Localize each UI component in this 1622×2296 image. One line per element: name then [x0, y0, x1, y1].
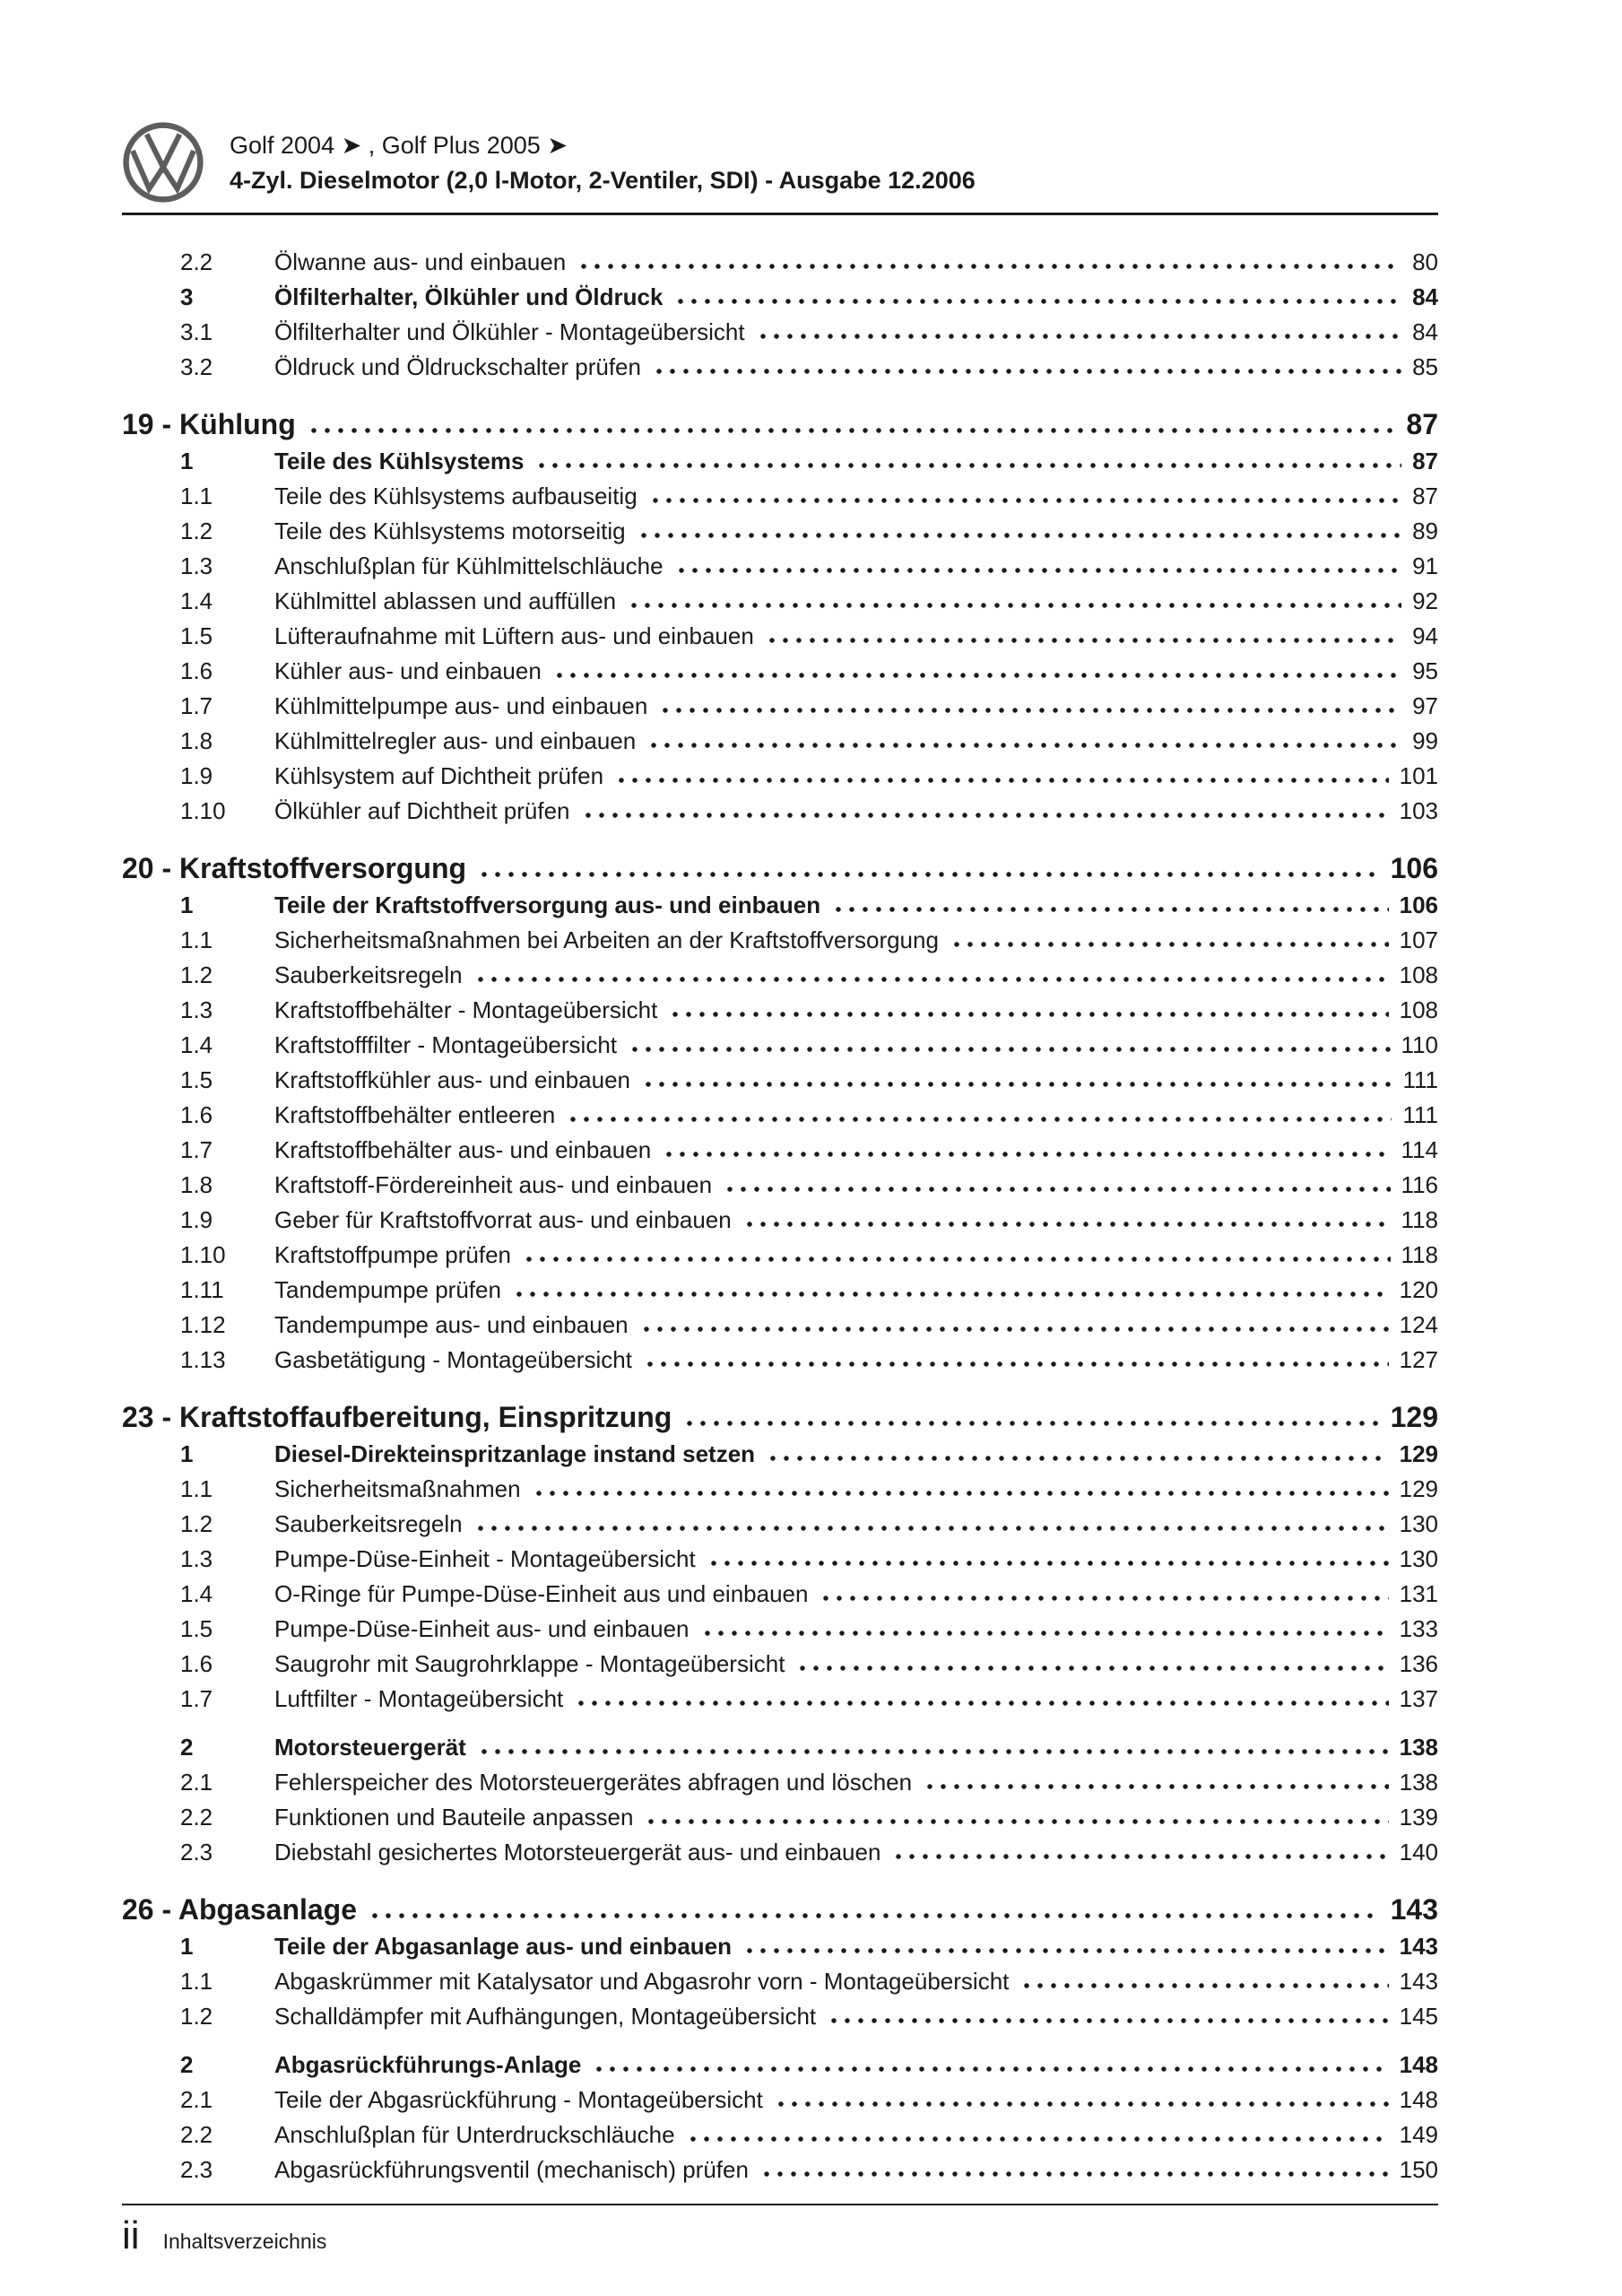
toc-entry-page: 106: [1399, 891, 1438, 918]
toc-entry-title: Teile des Kühlsystems motorseitig: [274, 517, 626, 544]
toc-entry-number: 1.5: [180, 622, 213, 649]
toc-entry-page: 150: [1399, 2156, 1438, 2183]
toc-entry-number: 1: [180, 1933, 194, 1960]
toc-entry-page: 84: [1412, 318, 1438, 345]
toc-entry-row: [122, 619, 1438, 654]
toc-entry-page: 118: [1401, 1241, 1438, 1268]
toc-entry-page: 107: [1399, 926, 1438, 953]
toc-entry-page: 130: [1399, 1545, 1438, 1572]
toc-entry-title: Motorsteuergerät: [274, 1734, 466, 1761]
toc-entry-row: [122, 1929, 1438, 1964]
toc-entry-page: 139: [1399, 1804, 1438, 1831]
toc-entry-title: Diebstahl gesichertes Motorsteuergerät aus- und einbauen: [274, 1839, 881, 1866]
toc-leader-dots: [953, 941, 1389, 948]
toc-entry-row: [122, 1028, 1438, 1063]
toc-entry-number: 2.3: [180, 2156, 213, 2183]
toc-entry-page: 149: [1399, 2121, 1438, 2148]
toc-entry-number: 1.8: [180, 727, 213, 754]
toc-leader-dots: [595, 2066, 1388, 2073]
toc-entry-row: [122, 923, 1438, 958]
toc-entry-row: [122, 724, 1438, 759]
toc-entry-page: 91: [1412, 552, 1438, 579]
toc-entry-row: [122, 350, 1438, 385]
toc-entry-row: [122, 1238, 1438, 1273]
toc-leader-dots: [704, 1630, 1389, 1637]
toc-entry-row: [122, 1308, 1438, 1343]
toc-entry-page: 114: [1401, 1136, 1438, 1163]
toc-leader-dots: [672, 1011, 1388, 1018]
toc-entry-number: 1.3: [180, 996, 213, 1023]
toc-entry-number: 1.1: [180, 926, 213, 953]
toc-entry-number: 1.3: [180, 552, 213, 579]
toc-entry-number: 1.7: [180, 692, 213, 719]
toc-entry-title: Kraftstoff-Fördereinheit aus- und einbauen: [274, 1171, 713, 1198]
toc-entry-row: [122, 958, 1438, 993]
toc-entry-title: Teile der Abgasanlage aus- und einbauen: [274, 1933, 732, 1960]
toc-leader-dots: [726, 1186, 1391, 1193]
toc-entry-number: 2: [180, 1734, 194, 1761]
toc-leader-dots: [686, 1420, 1379, 1427]
toc-entry-title: Gasbetätigung - Montageübersicht: [274, 1346, 632, 1373]
toc-entry-row: [122, 1063, 1438, 1098]
toc-leader-dots: [645, 1081, 1392, 1088]
toc-entry-title: Kraftstoffpumpe prüfen: [274, 1241, 512, 1268]
toc-entry-page: 87: [1412, 448, 1438, 474]
toc-entry-number: 1: [180, 891, 194, 918]
toc-entry-title: Ölkühler auf Dichtheit prüfen: [274, 797, 570, 824]
toc-entry-number: 1.5: [180, 1066, 213, 1093]
toc-entry-page: 129: [1399, 1475, 1438, 1502]
toc-chapter-row: [122, 1890, 1438, 1929]
toc-entry-page: 108: [1399, 996, 1438, 1023]
toc-entry-title: Abgaskrümmer mit Katalysator und Abgasrohr vorn - Montageübersicht: [274, 1968, 1010, 1995]
toc-entry-row: [122, 2118, 1438, 2152]
toc-entry-title: Kühlsystem auf Dichtheit prüfen: [274, 762, 604, 789]
toc-entry-title: Teile des Kühlsystems: [274, 448, 525, 474]
toc-leader-dots: [556, 672, 1401, 679]
toc-entry-row: [122, 1765, 1438, 1800]
toc-entry-row: [122, 2048, 1438, 2083]
toc-entry-title: Geber für Kraftstoffvorrat aus- und einbauen: [274, 1206, 732, 1233]
toc-leader-dots: [481, 1748, 1389, 1755]
toc-entry-page: 138: [1399, 1769, 1438, 1796]
toc-entry-page: 116: [1401, 1171, 1438, 1198]
toc-chapter-row: [122, 404, 1438, 444]
toc-entry-page: 95: [1412, 657, 1438, 684]
toc-leader-dots: [662, 707, 1401, 714]
table-of-contents: [122, 245, 1438, 2187]
toc-entry-title: Tandempumpe aus- und einbauen: [274, 1311, 629, 1338]
toc-entry-row: [122, 1964, 1438, 1999]
toc-entry-row: [122, 1507, 1438, 1542]
toc-entry-row: [122, 1577, 1438, 1612]
toc-entry-page: 136: [1399, 1650, 1438, 1677]
toc-entry-title: Funktionen und Bauteile anpassen: [274, 1804, 634, 1831]
toc-entry-row: [122, 549, 1438, 584]
toc-entry-row: [122, 2083, 1438, 2118]
toc-leader-dots: [1023, 1982, 1388, 1989]
toc-entry-page: 129: [1390, 1401, 1438, 1433]
toc-entry-number: 3.1: [180, 318, 213, 345]
toc-entry-row: [122, 444, 1438, 479]
toc-entry-page: 143: [1390, 1893, 1438, 1926]
footer-row: [122, 2213, 1438, 2257]
toc-entry-number: 1.1: [180, 1968, 213, 1995]
toc-entry-title: Kühler aus- und einbauen: [274, 657, 542, 684]
toc-leader-dots: [310, 427, 1396, 434]
toc-entry-number: 2.3: [180, 1839, 213, 1866]
toc-entry-row: [122, 1472, 1438, 1507]
toc-entry-row: [122, 1800, 1438, 1835]
toc-leader-dots: [569, 1116, 1392, 1123]
toc-entry-number: 1.5: [180, 1615, 213, 1642]
toc-entry-number: 2.1: [180, 2086, 213, 2113]
toc-entry-page: 148: [1399, 2051, 1438, 2078]
toc-entry-number: 1.7: [180, 1136, 213, 1163]
toc-leader-dots: [580, 263, 1401, 270]
toc-entry-page: 127: [1399, 1346, 1438, 1373]
toc-entry-page: 84: [1412, 283, 1438, 310]
toc-entry-title: Anschlußplan für Kühlmittelschläuche: [274, 552, 664, 579]
toc-leader-dots: [777, 2100, 1389, 2108]
toc-entry-title: Ölfilterhalter und Ölkühler - Montageübersicht: [274, 318, 745, 345]
toc-entry-number: 1.11: [180, 1276, 224, 1303]
toc-entry-number: 3.2: [180, 353, 213, 380]
toc-entry-row: [122, 1682, 1438, 1717]
toc-leader-dots: [646, 1361, 1389, 1368]
toc-entry-row: [122, 993, 1438, 1028]
toc-entry-title: Anschlußplan für Unterdruckschläuche: [274, 2121, 675, 2148]
toc-entry-page: 124: [1399, 1311, 1438, 1338]
toc-entry-row: [122, 1542, 1438, 1577]
toc-chapter-row: [122, 848, 1438, 888]
toc-entry-number: 1.1: [180, 1475, 213, 1502]
toc-entry-row: [122, 1999, 1438, 2034]
toc-entry-number: 1.10: [180, 1241, 226, 1268]
toc-entry-title: Diesel-Direkteinspritzanlage instand setzen: [274, 1440, 756, 1467]
toc-leader-dots: [477, 976, 1389, 983]
toc-leader-dots: [585, 812, 1389, 819]
toc-entry-title: Kühlmittelpumpe aus- und einbauen: [274, 692, 648, 719]
toc-entry-row: [122, 794, 1438, 829]
toc-leader-dots: [650, 742, 1401, 749]
toc-entry-page: 99: [1412, 727, 1438, 754]
toc-entry-title: Teile der Abgasrückführung - Montageübersicht: [274, 2086, 763, 2113]
toc-entry-number: 1: [180, 448, 194, 474]
toc-entry-number: 1.6: [180, 1650, 213, 1677]
toc-entry-number: 2.2: [180, 1804, 213, 1831]
page-number: ii: [122, 2213, 140, 2257]
toc-entry-row: [122, 479, 1438, 514]
toc-leader-dots: [710, 1560, 1389, 1567]
toc-leader-dots: [759, 333, 1401, 340]
toc-leader-dots: [640, 532, 1401, 539]
toc-entry-page: 110: [1401, 1031, 1438, 1058]
toc-entry-row: [122, 315, 1438, 350]
toc-leader-dots: [746, 1947, 1389, 1954]
toc-entry-number: 1.6: [180, 1101, 213, 1128]
toc-leader-dots: [618, 777, 1389, 784]
toc-entry-row: [122, 1098, 1438, 1133]
toc-entry-number: 1.2: [180, 1510, 213, 1537]
toc-entry-title: Öldruck und Öldruckschalter prüfen: [274, 353, 641, 380]
toc-leader-dots: [690, 2135, 1389, 2143]
toc-entry-title: Sicherheitsmaßnahmen: [274, 1475, 521, 1502]
toc-entry-title: Sauberkeitsregeln: [274, 1510, 463, 1537]
toc-entry-page: 148: [1399, 2086, 1438, 2113]
toc-entry-row: [122, 1133, 1438, 1168]
toc-entry-row: [122, 584, 1438, 619]
toc-entry-number: 2.2: [180, 2121, 213, 2148]
toc-leader-dots: [655, 368, 1401, 375]
toc-entry-title: Luftfilter - Montageübersicht: [274, 1685, 564, 1712]
toc-entry-title: Kraftstoffkühler aus- und einbauen: [274, 1066, 631, 1093]
toc-entry-number: 1.2: [180, 961, 213, 988]
toc-entry-page: 133: [1399, 1615, 1438, 1642]
toc-entry-row: [122, 1437, 1438, 1472]
toc-entry-page: 111: [1402, 1101, 1438, 1128]
toc-entry-title: O-Ringe für Pumpe-Düse-Einheit aus und einbauen: [274, 1580, 809, 1607]
toc-leader-dots: [830, 2017, 1388, 2024]
toc-leader-dots: [643, 1326, 1389, 1333]
toc-entry-number: 1.4: [180, 1580, 213, 1607]
toc-entry-number: 1.2: [180, 517, 213, 544]
toc-entry-page: 94: [1412, 622, 1438, 649]
toc-entry-page: 143: [1399, 1933, 1438, 1960]
toc-leader-dots: [538, 462, 1401, 469]
toc-entry-number: 1.8: [180, 1171, 213, 1198]
toc-entry-number: 3: [180, 283, 194, 310]
toc-entry-row: [122, 759, 1438, 794]
toc-chapter-row: [122, 1397, 1438, 1437]
toc-leader-dots: [768, 637, 1401, 644]
header-rule: [122, 213, 1438, 215]
page-header: [122, 121, 1438, 204]
footer-rule: [122, 2204, 1438, 2205]
toc-entry-row: [122, 2152, 1438, 2187]
toc-entry-title: Teile der Kraftstoffversorgung aus- und einbauen: [274, 891, 821, 918]
toc-entry-page: 129: [1399, 1440, 1438, 1467]
header-model-line: Golf 2004 ➤ , Golf Plus 2005 ➤: [230, 131, 568, 159]
toc-leader-dots: [647, 1818, 1388, 1825]
toc-entry-number: 1.13: [180, 1346, 226, 1373]
toc-leader-dots: [926, 1783, 1389, 1790]
toc-entry-row: [122, 514, 1438, 549]
toc-leader-dots: [677, 298, 1401, 305]
toc-entry-page: 143: [1399, 1968, 1438, 1995]
toc-entry-title: Pumpe-Düse-Einheit - Montageübersicht: [274, 1545, 696, 1572]
toc-leader-dots: [895, 1853, 1388, 1860]
toc-entry-row: [122, 689, 1438, 724]
toc-leader-dots: [525, 1256, 1391, 1263]
toc-entry-row: [122, 1273, 1438, 1308]
page-footer: [122, 2204, 1438, 2256]
toc-leader-dots: [481, 871, 1380, 878]
toc-entry-row: [122, 1612, 1438, 1647]
toc-entry-page: 145: [1399, 2003, 1438, 2030]
toc-entry-row: [122, 1647, 1438, 1682]
toc-entry-number: 1: [180, 1440, 194, 1467]
toc-leader-dots: [516, 1291, 1389, 1298]
toc-entry-page: 130: [1399, 1510, 1438, 1537]
header-engine-line: 4-Zyl. Dieselmotor (2,0 l-Motor, 2-Ventiler, SDI) - Ausgabe 12.2006: [230, 166, 976, 194]
toc-entry-page: 87: [1406, 408, 1438, 440]
toc-entry-page: 118: [1401, 1206, 1438, 1233]
toc-entry-page: 85: [1412, 353, 1438, 380]
toc-entry-title: 26 - Abgasanlage: [122, 1893, 358, 1926]
toc-entry-page: 92: [1412, 587, 1438, 614]
toc-entry-title: Ölfilterhalter, Ölkühler und Öldruck: [274, 283, 664, 310]
toc-entry-number: 2.2: [180, 248, 213, 275]
toc-entry-number: 1.12: [180, 1311, 226, 1338]
vw-logo-icon: [122, 121, 204, 204]
toc-entry-row: [122, 245, 1438, 280]
toc-leader-dots: [769, 1455, 1389, 1462]
toc-entry-number: 2: [180, 2051, 194, 2078]
toc-entry-row: [122, 1343, 1438, 1378]
toc-entry-title: Kraftstoffbehälter entleeren: [274, 1101, 556, 1128]
toc-entry-page: 137: [1399, 1685, 1438, 1712]
toc-leader-dots: [630, 602, 1401, 609]
toc-leader-dots: [822, 1595, 1388, 1602]
toc-entry-page: 106: [1390, 852, 1438, 884]
toc-leader-dots: [835, 906, 1388, 913]
toc-entry-page: 87: [1412, 483, 1438, 509]
toc-entry-title: Ölwanne aus- und einbauen: [274, 248, 567, 275]
toc-leader-dots: [371, 1912, 1380, 1919]
toc-entry-title: Teile des Kühlsystems aufbauseitig: [274, 483, 638, 509]
toc-entry-number: 1.4: [180, 1031, 213, 1058]
toc-entry-number: 1.3: [180, 1545, 213, 1572]
toc-leader-dots: [535, 1490, 1389, 1497]
toc-entry-row: [122, 280, 1438, 315]
toc-entry-number: 1.6: [180, 657, 213, 684]
toc-entry-row: [122, 1203, 1438, 1238]
toc-entry-title: Tandempumpe prüfen: [274, 1276, 501, 1303]
toc-entry-page: 101: [1399, 762, 1438, 789]
toc-entry-title: Kraftstofffilter - Montageübersicht: [274, 1031, 618, 1058]
toc-entry-page: 111: [1402, 1066, 1438, 1093]
toc-entry-page: 97: [1412, 692, 1438, 719]
toc-leader-dots: [746, 1221, 1391, 1228]
toc-leader-dots: [631, 1046, 1391, 1053]
toc-entry-page: 89: [1412, 517, 1438, 544]
toc-entry-number: 1.2: [180, 2003, 213, 2030]
toc-entry-title: Kraftstoffbehälter - Montageübersicht: [274, 996, 658, 1023]
toc-entry-row: [122, 888, 1438, 923]
toc-entry-title: Kühlmittelregler aus- und einbauen: [274, 727, 637, 754]
toc-entry-page: 138: [1399, 1734, 1438, 1761]
toc-entry-number: 2.1: [180, 1769, 213, 1796]
toc-entry-title: Sicherheitsmaßnahmen bei Arbeiten an der Kraftstoffversorgung: [274, 926, 939, 953]
toc-entry-page: 140: [1399, 1839, 1438, 1866]
toc-entry-title: Sauberkeitsregeln: [274, 961, 463, 988]
toc-entry-page: 120: [1399, 1276, 1438, 1303]
header-title-block: [230, 131, 976, 195]
toc-leader-dots: [477, 1525, 1389, 1532]
toc-entry-number: 1.7: [180, 1685, 213, 1712]
toc-entry-number: 1.9: [180, 1206, 213, 1233]
toc-entry-title: 19 - Kühlung: [122, 408, 296, 440]
toc-entry-row: [122, 654, 1438, 689]
toc-entry-number: 1.1: [180, 483, 213, 509]
toc-entry-number: 1.9: [180, 762, 213, 789]
toc-entry-title: 20 - Kraftstoffversorgung: [122, 852, 467, 884]
toc-entry-row: [122, 1730, 1438, 1765]
toc-leader-dots: [652, 497, 1401, 504]
footer-label: Inhaltsverzeichnis: [162, 2230, 327, 2253]
toc-leader-dots: [665, 1151, 1390, 1158]
toc-entry-title: Kühlmittel ablassen und auffüllen: [274, 587, 617, 614]
toc-entry-title: Abgasrückführungsventil (mechanisch) prüfen: [274, 2156, 749, 2183]
toc-entry-title: Abgasrückführungs-Anlage: [274, 2051, 582, 2078]
toc-entry-title: Saugrohr mit Saugrohrklappe - Montageübersicht: [274, 1650, 785, 1677]
toc-entry-page: 80: [1412, 248, 1438, 275]
toc-entry-title: Schalldämpfer mit Aufhängungen, Montageübersicht: [274, 2003, 817, 2030]
toc-entry-page: 131: [1399, 1580, 1438, 1607]
toc-entry-number: 1.10: [180, 797, 226, 824]
toc-entry-title: Kraftstoffbehälter aus- und einbauen: [274, 1136, 652, 1163]
toc-leader-dots: [799, 1665, 1388, 1672]
toc-entry-number: 1.4: [180, 587, 213, 614]
toc-entry-row: [122, 1835, 1438, 1870]
toc-entry-title: 23 - Kraftstoffaufbereitung, Einspritzung: [122, 1401, 672, 1433]
toc-entry-title: Lüfteraufnahme mit Lüftern aus- und einbauen: [274, 622, 754, 649]
toc-entry-page: 103: [1399, 797, 1438, 824]
toc-leader-dots: [678, 567, 1402, 574]
toc-leader-dots: [763, 2170, 1389, 2178]
toc-leader-dots: [577, 1700, 1388, 1707]
toc-entry-title: Fehlerspeicher des Motorsteuergerätes abfragen und löschen: [274, 1769, 913, 1796]
toc-entry-title: Pumpe-Düse-Einheit aus- und einbauen: [274, 1615, 690, 1642]
toc-entry-page: 108: [1399, 961, 1438, 988]
toc-entry-row: [122, 1168, 1438, 1203]
